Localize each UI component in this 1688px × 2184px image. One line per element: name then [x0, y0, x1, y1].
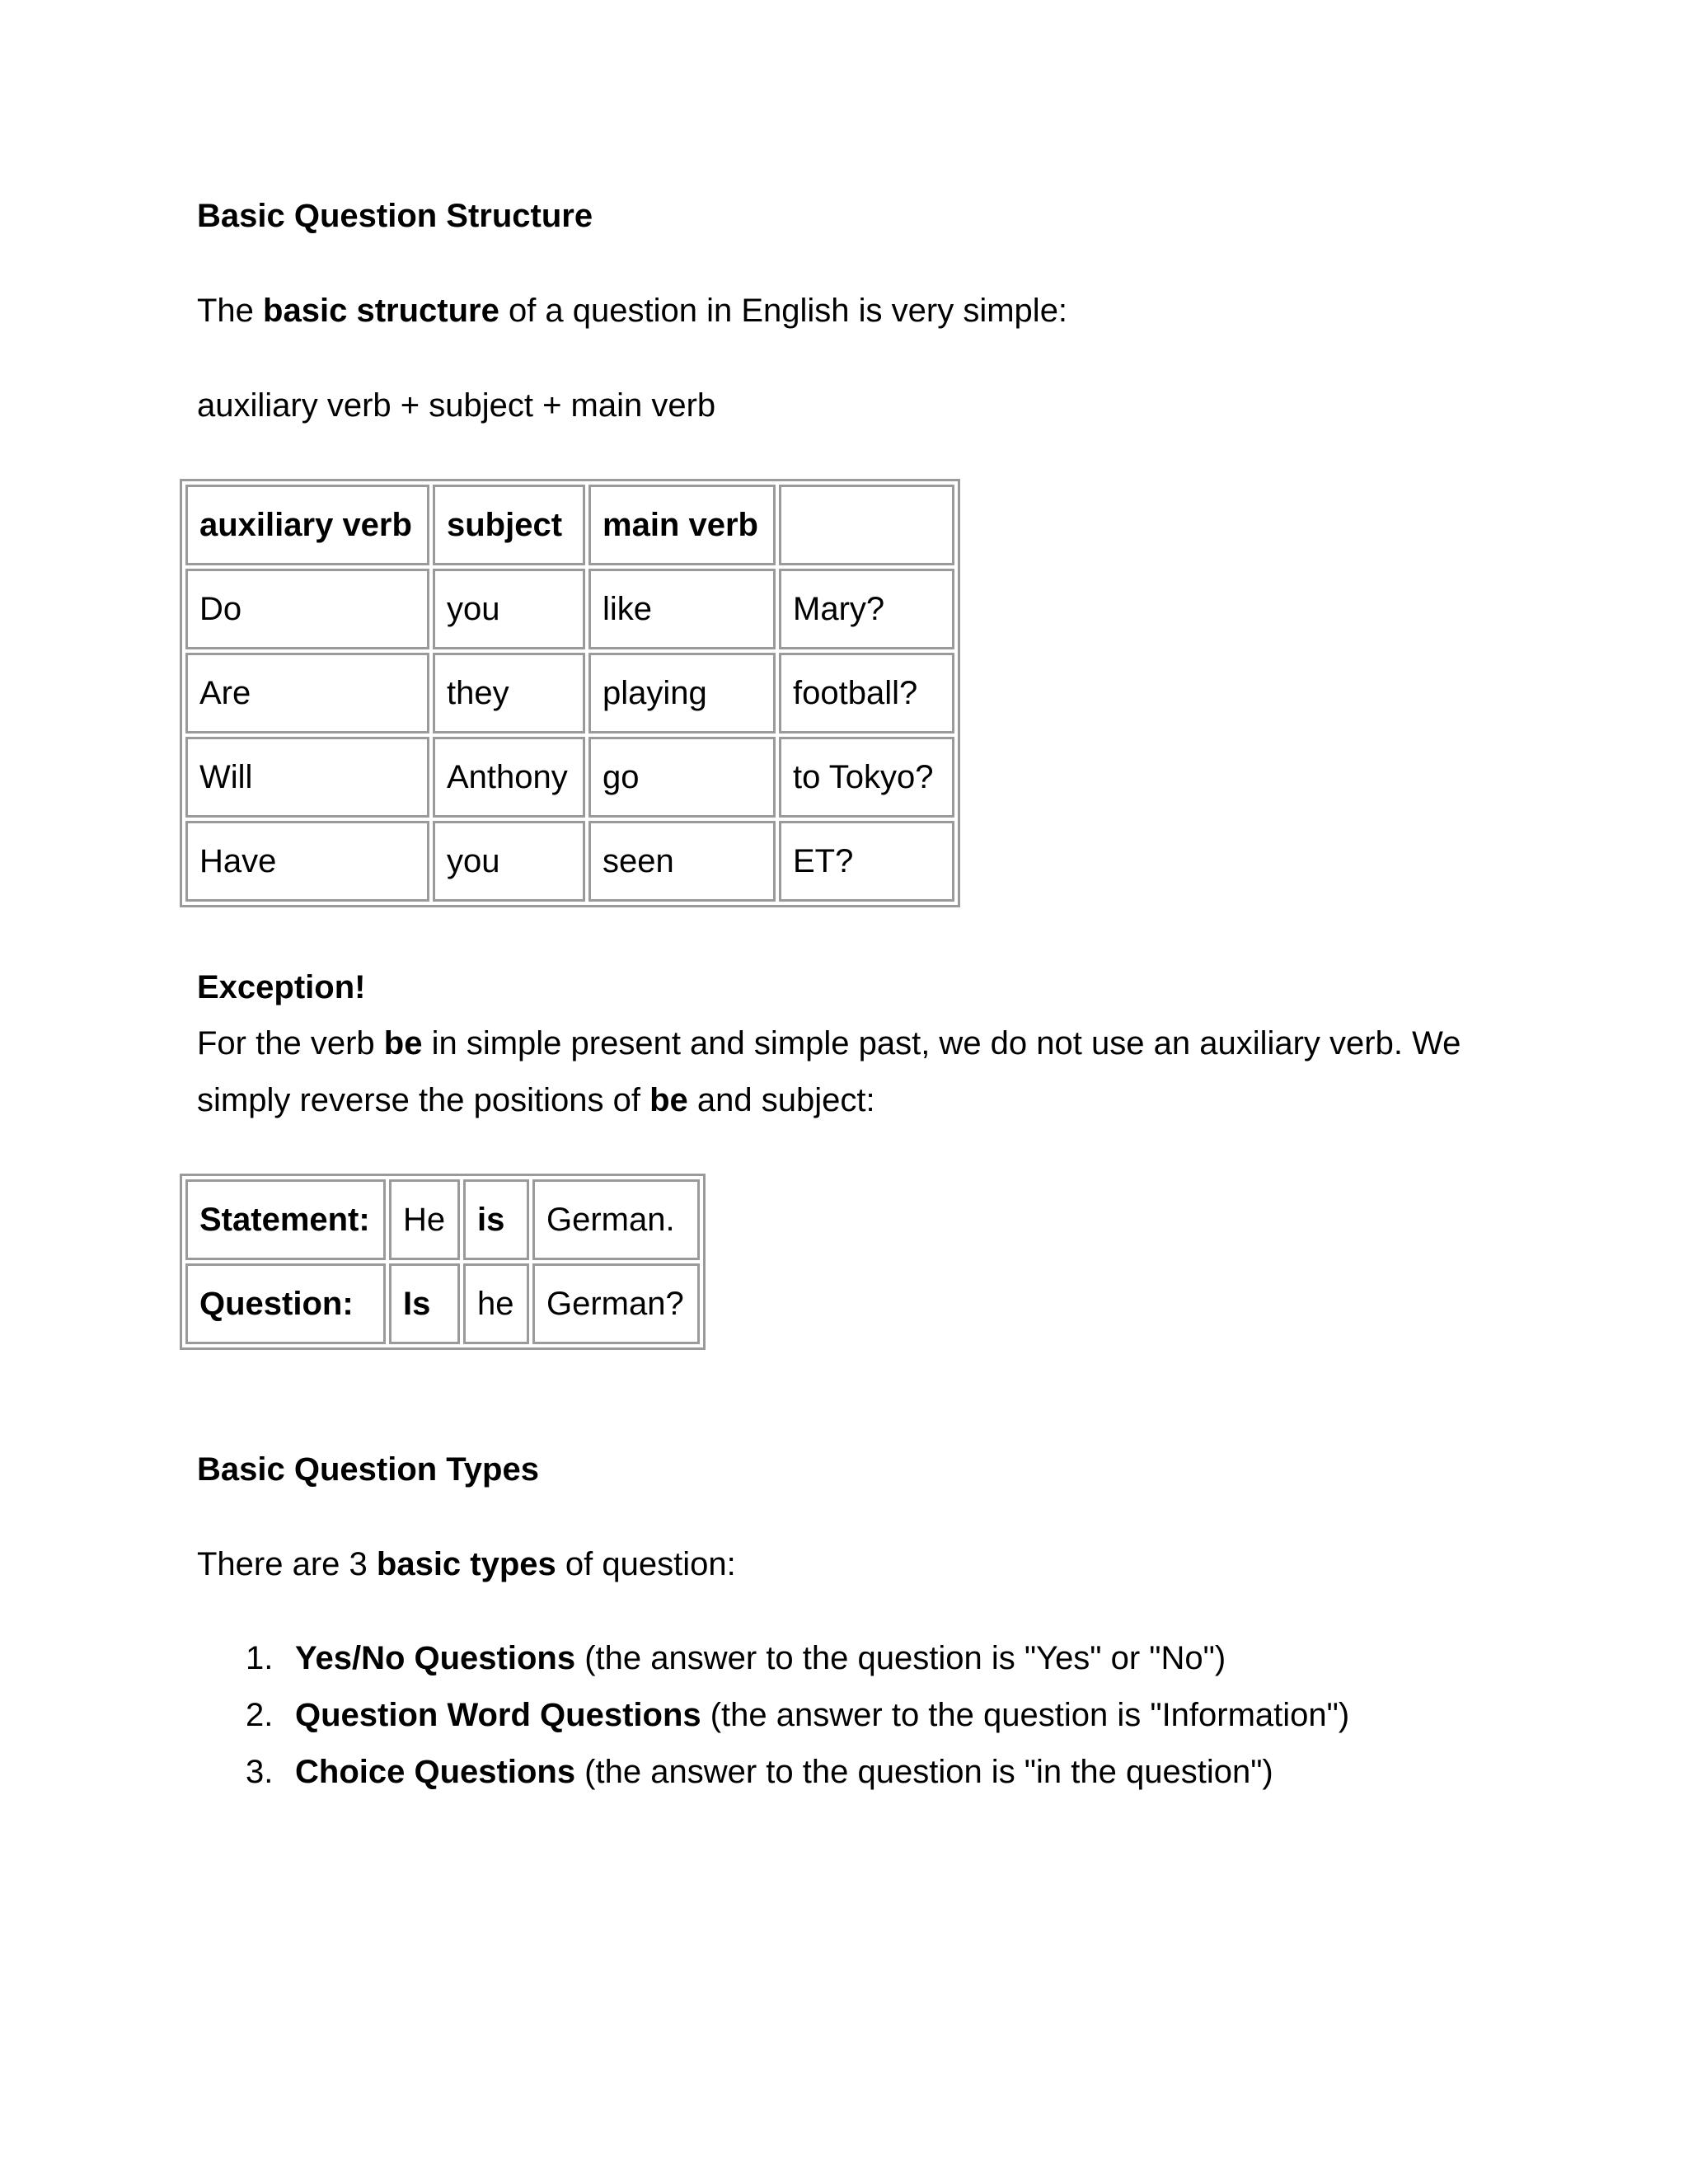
list-item-text: (the answer to the question is "Yes" or "No")	[575, 1640, 1226, 1676]
list-number: 1.	[246, 1640, 274, 1676]
table-row	[185, 1179, 700, 1260]
table-row	[185, 1263, 700, 1344]
table-cell: He	[389, 1179, 460, 1260]
table-cell: seen	[588, 821, 776, 902]
list-item-bold: Choice Questions	[295, 1754, 576, 1790]
exception-line1-before: For the verb	[197, 1025, 384, 1062]
row-label: Statement:	[185, 1179, 386, 1260]
table-cell: ET?	[779, 821, 954, 902]
section-title-structure: Basic Question Structure	[197, 198, 593, 234]
exception-title: Exception!	[197, 969, 366, 1005]
table-cell: Are	[185, 653, 429, 733]
list-item-text: (the answer to the question is "Information")	[701, 1697, 1350, 1733]
types-intro-before: There are 3	[197, 1546, 377, 1582]
intro-text-bold: basic structure	[263, 293, 499, 329]
table-cell: playing	[588, 653, 776, 733]
structure-formula: auxiliary verb + subject + main verb	[197, 387, 716, 424]
table-cell: to Tokyo?	[779, 737, 954, 818]
list-number: 3.	[246, 1754, 274, 1790]
table-cell: German?	[532, 1263, 700, 1344]
structure-intro-paragraph	[197, 291, 1067, 330]
be-verb-table	[180, 1174, 706, 1350]
table-cell: German.	[532, 1179, 700, 1260]
table-cell: is	[463, 1179, 529, 1260]
list-item-bold: Yes/No Questions	[295, 1640, 576, 1676]
header-cell	[779, 485, 954, 565]
table-cell: like	[588, 569, 776, 649]
table-cell: you	[433, 569, 585, 649]
table-cell: Will	[185, 737, 429, 818]
exception-line2-after: and subject:	[687, 1082, 875, 1118]
list-item	[246, 1752, 1273, 1792]
exception-line2-bold: be	[649, 1082, 688, 1118]
table-cell: he	[463, 1263, 529, 1344]
list-item	[246, 1638, 1226, 1678]
table-header-row	[185, 485, 954, 565]
table-row	[185, 569, 954, 649]
section-title-types: Basic Question Types	[197, 1451, 539, 1488]
table-row	[185, 653, 954, 733]
table-cell: go	[588, 737, 776, 818]
table-cell: Do	[185, 569, 429, 649]
types-intro-paragraph	[197, 1544, 736, 1584]
header-cell: main verb	[588, 485, 776, 565]
list-item	[246, 1695, 1349, 1735]
table-cell: Anthony	[433, 737, 585, 818]
table-cell: Mary?	[779, 569, 954, 649]
header-cell: subject	[433, 485, 585, 565]
table-cell: football?	[779, 653, 954, 733]
intro-text-before: The	[197, 293, 264, 329]
header-cell: auxiliary verb	[185, 485, 429, 565]
exception-line2-before: simply reverse the positions of	[197, 1082, 650, 1118]
row-label: Question:	[185, 1263, 386, 1344]
table-row	[185, 737, 954, 818]
exception-line1-bold: be	[383, 1025, 423, 1062]
intro-text-after: of a question in English is very simple:	[499, 293, 1068, 329]
list-number: 2.	[246, 1697, 274, 1733]
exception-text-line	[197, 1080, 875, 1120]
exception-text-line	[197, 1024, 1461, 1063]
table-cell: Is	[389, 1263, 460, 1344]
table-cell: they	[433, 653, 585, 733]
types-intro-after: of question:	[556, 1546, 736, 1582]
exception-line1-after: in simple present and simple past, we do not use an auxiliary verb. We	[422, 1025, 1461, 1062]
table-cell: you	[433, 821, 585, 902]
table-cell: Have	[185, 821, 429, 902]
structure-table	[180, 479, 960, 907]
list-item-bold: Question Word Questions	[295, 1697, 701, 1733]
list-item-text: (the answer to the question is "in the question")	[575, 1754, 1273, 1790]
table-row	[185, 821, 954, 902]
types-intro-bold: basic types	[376, 1546, 556, 1582]
